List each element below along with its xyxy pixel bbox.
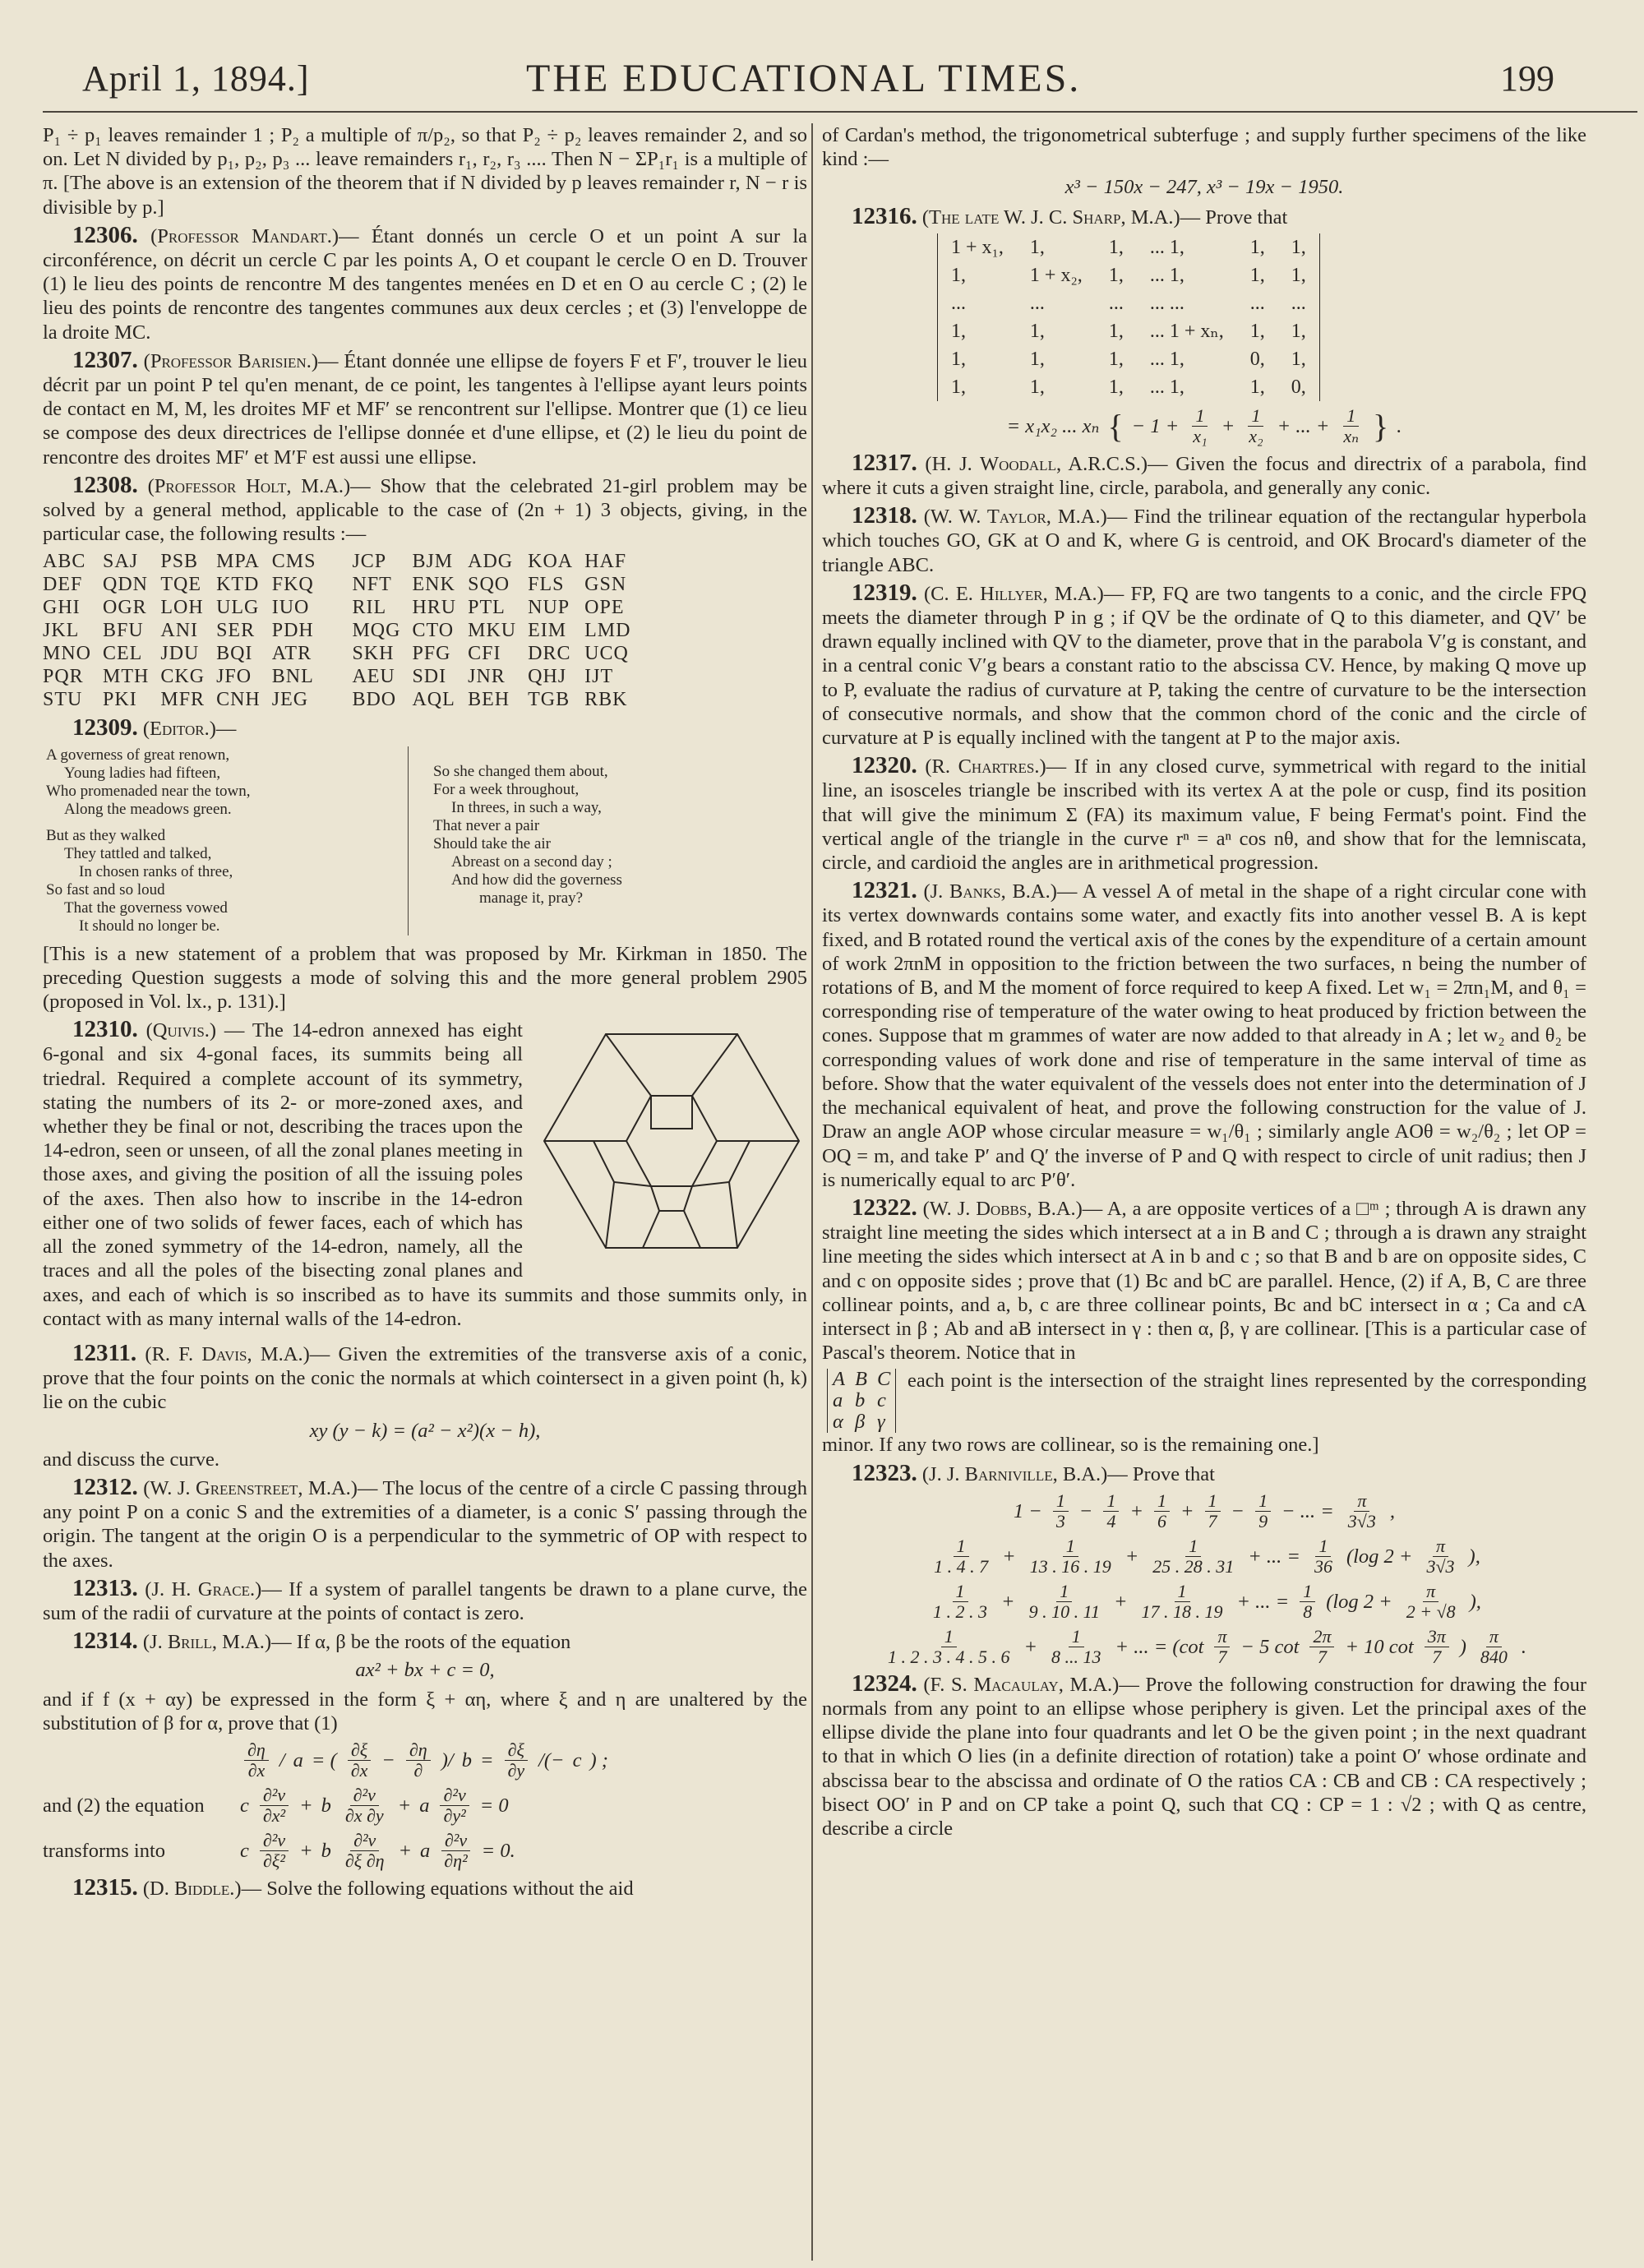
triplet-cell: QDN xyxy=(103,574,149,596)
question-author: (C. E. Hillyer, M.A.)— xyxy=(923,582,1124,605)
page-header xyxy=(0,49,1644,107)
triplet-cell: RBK xyxy=(584,689,628,711)
triplet-cell: CMS xyxy=(271,551,316,573)
triplet-cell: MKU xyxy=(468,620,517,642)
question-text: FP, FQ are two tangents to a conic, and the circle FPQ meets the diameter through P in g ; if QV be the ordinate of Q to this diameter, and QV′ be drawn equally inclined with QV to the diameter, prove that in the parabola V′g is constant, and in a central conic V′g bears a constant ratio to the abscissa CV. Hence, by making Q move up to P, evaluate the radius of curvature at P, taking the centre of curvature to be the intersection of consecutive normals, and show that the common chord of the conic and the circle of curvature at P is equally inclined with the tangent at P to the major axis. xyxy=(822,582,1587,750)
determinant-cell: ... 1, xyxy=(1149,236,1185,258)
triplet-cell: BEH xyxy=(468,689,510,711)
triplet-cell: BDO xyxy=(352,689,397,711)
poem-line: So she changed them about, xyxy=(433,762,608,780)
question-12313 xyxy=(43,1574,807,1625)
triplet-cell: ATR xyxy=(271,643,312,665)
determinant-cell: 1, xyxy=(1108,376,1124,398)
question-author: (Professor Mandart.)— xyxy=(150,224,359,247)
determinant-cell: 1, xyxy=(938,373,1017,401)
poem-line: A governess of great renown, xyxy=(46,746,230,764)
triplet-cell: FKQ xyxy=(271,574,314,596)
triplet-cell: AEU xyxy=(352,666,395,688)
triplet-cell: MTH xyxy=(103,666,150,688)
determinant-cell: 1, xyxy=(1029,348,1045,370)
poem-line: So fast and so loud xyxy=(46,880,165,898)
triplet-cell: ADG xyxy=(468,551,514,573)
series-4: $\frac{1}{1 . 2 . 3 . 4 . 5 . 6}$ + $\frac{1}{8 ... 13}$ + ... = (cot $\frac{\pi}{7}$ − 5 cot $\frac{2\pi}{7}$ + 10 cot $\frac{3\pi}{7}$ ) $\frac{\pi}{840}$ . xyxy=(887,1625,1527,1667)
triplet-cell: BNL xyxy=(271,666,314,688)
determinant-cell: 1, xyxy=(1278,261,1320,289)
quadratic-equation: ax² + bx + c = 0, xyxy=(355,1659,495,1682)
question-author: (W. J. Dobbs, B.A.)— xyxy=(922,1197,1103,1220)
matrix-cell: C xyxy=(872,1369,896,1390)
triplet-row xyxy=(43,619,642,642)
question-author: (Professor Holt, M.A.)— xyxy=(147,474,371,497)
triplet-cell: JKL xyxy=(43,620,80,642)
triplet-cell: CKG xyxy=(160,666,206,688)
triplet-cell: NUP xyxy=(528,597,570,619)
question-author: (F. S. Macaulay, M.A.)— xyxy=(923,1673,1139,1696)
triplet-cell: BFU xyxy=(103,620,144,642)
triplet-table xyxy=(43,550,642,711)
triplet-cell: HAF xyxy=(584,551,627,573)
result-lhs: = x₁x₂ ... xₙ xyxy=(1006,414,1100,437)
triplet-row xyxy=(43,665,642,688)
result-rhs: − 1 + xyxy=(1131,414,1180,437)
triplet-cell: JEG xyxy=(271,689,309,711)
question-text: Prove that xyxy=(1205,206,1288,229)
triplet-cell: RIL xyxy=(352,597,387,619)
question-text-after: and discuss the curve. xyxy=(43,1448,219,1471)
determinant-cell: 1, xyxy=(1029,376,1045,398)
triplet-cell: CNH xyxy=(216,689,261,711)
question-text: Étant donnés un cercle O et un point A sur la circonférence, on décrit un cercle C par les points A, O et coupant le cercle O en D. Trouver (1) le lieu des points de rencontre M des tangentes menées en D et en O au cercle C ; (2) le lieu des points de rencontre des tangentes communes aux deux cercles ; et (3) l'enveloppe de la droite MC. xyxy=(43,224,807,344)
question-number: 12308. xyxy=(72,471,138,498)
question-number: 12310. xyxy=(72,1016,138,1043)
determinant-cell: 1, xyxy=(1249,264,1265,286)
left-column xyxy=(43,123,807,1905)
matrix-cell: a xyxy=(828,1390,850,1411)
poem-line: For a week throughout, xyxy=(433,780,580,798)
governess-poem xyxy=(43,746,807,935)
question-number: 12315. xyxy=(72,1873,138,1901)
question-12317 xyxy=(822,451,1586,500)
triplet-cell: STU xyxy=(43,689,83,711)
triplet-cell: BQI xyxy=(216,643,253,665)
triplet-row xyxy=(43,573,642,596)
intro-paragraph: P₁ ÷ p₁ leaves remainder 1 ; P₂ a multiple of π/p₂, so that P₂ ÷ p₂ leaves remainder 2, and so on. Let N divided by p₁, p₂, p₃ ... leave remainders r₁, r₂, r₃ .... Then N − ΣP₁r₁ is a multiple of π. [The above is an extension of the theorem that if N divided by p leaves remainder r, N − r is divisible by p.] xyxy=(43,124,807,219)
triplet-cell: UCQ xyxy=(584,643,629,665)
question-text: Given the focus and directrix of a parabola, find where it cuts a given straight line, circle, parabola, and generally any conic. xyxy=(822,452,1586,500)
question-text-2: each point is the intersection of the straight lines represented by the corresponding minor. If any two rows are collinear, so is the remaining one.] xyxy=(822,1370,1586,1457)
question-text: Étant donnée une ellipse de foyers F et F′, trouver le lieu décrit par un point P tel qu'en menant, de ce point, les tangentes à l'ellipse ayant leurs points de contact en M, M, les droites MF et MF′ se rencontrent sur l'ellipse. Montrer que (1) ce lieu se compose des deux directrices de l'ellipse donnée et d'une ellipse, et (2) le lieu du point de rencontre des droites MF′ et M′F est aussi une ellipse. xyxy=(43,349,808,469)
determinant-row xyxy=(938,317,1320,345)
poem-line: Along the meadows green. xyxy=(64,800,232,818)
question-text: The 14-edron annexed has eight 6-gonal and six 4-gonal faces, its summits being all triedral. Required a complete account of its symmetry, stating the numbers of its 2- or more-zoned axes, and whether they be final or not, describing the traces upon the 14-edron, seen or unseen, of all the zonal planes meeting in those axes, and giving the position of all the issuing poles of the axes. Then also how to inscribe in the 14-edron either one of two solids of fewer faces, each of which has all the zoned symmetry of the 14-edron, namely, all the traces and all the poles of the bisecting zonal planes and axes, and each of which is so inscribed as to have its summits and those summits only, in contact with as many internal walls of the 14-edron. xyxy=(43,1019,807,1330)
question-text: A vessel A of metal in the shape of a right circular cone with its vertex downwards contains some water, and exactly fits into another vessel B. A is kept fixed, and B rotated round the vertical axis of the cones by the expenditure of a certain amount of work 2πnM in opposition to the friction between the two surfaces, n being the number of rotations of B, and M the moment of force required to keep A fixed. Let w₁ = 2πn₁M, and θ₁ = corresponding rise of temperature of the water owing to heat produced by friction between the cones. Suppose that m grammes of water are now added to that already in A ; let w₂ and θ₂ be corresponding values of work done and rise of temperature in the same interval of time as before. Show that the water equivalent of the vessels does not enter into the determination of J the mechanical equivalent of heat, and prove the following construction for the value of J. Draw an angle AOP whose circular measure = w₁/θ₁ ; similarly angle AOθ = w₂/θ₂ ; let OP = OQ = m, and take P′ and Q′ the inverse of P and Q with respect to circle of unit radius; then J is numerically equal to arc P′θ′. xyxy=(822,880,1587,1191)
triplet-cell: CTO xyxy=(412,620,455,642)
determinant-row xyxy=(938,233,1320,261)
triplet-cell: FLS xyxy=(528,574,565,596)
question-12321 xyxy=(822,879,1586,1192)
question-author: (R. F. Davis, M.A.)— xyxy=(145,1342,330,1365)
triplet-cell: GHI xyxy=(43,597,81,619)
question-author: (W. J. Greenstreet, M.A.)— xyxy=(143,1476,378,1499)
determinant-row xyxy=(938,289,1320,317)
poem-line: In chosen ranks of three, xyxy=(79,862,233,880)
triplet-cell: IJT xyxy=(584,666,614,688)
question-number: 12312. xyxy=(72,1473,138,1500)
question-12307 xyxy=(43,346,808,469)
poem-line: They tattled and talked, xyxy=(64,844,212,862)
series-2: $\frac{1}{1 . 4 . 7}$ + $\frac{1}{13 . 16 . 19}$ + $\frac{1}{25 . 28 . 31}$ + ... = $\frac{1}{36}$ (log 2 + $\frac{\pi}{3√3}$ ), xyxy=(934,1535,1480,1577)
question-12318 xyxy=(822,504,1586,577)
question-number: 12324. xyxy=(852,1670,917,1697)
page-number: 199 xyxy=(1500,58,1554,99)
poem-line: In threes, in such a way, xyxy=(451,798,602,816)
header-rule xyxy=(43,111,1637,113)
triplet-cell: MNO xyxy=(43,643,92,665)
triplet-cell: JNR xyxy=(468,666,506,688)
question-12306 xyxy=(43,221,807,344)
triplet-row xyxy=(43,596,642,619)
matrix-row xyxy=(828,1369,896,1390)
triplet-cell: TGB xyxy=(528,689,570,711)
question-number: 12321. xyxy=(852,877,917,904)
determinant-cell: 1, xyxy=(1278,233,1320,261)
triplet-cell: DEF xyxy=(43,574,83,596)
series-1: 1 − $\frac{1}{3}$ − $\frac{1}{4}$ + $\frac{1}{6}$ + $\frac{1}{7}$ − $\frac{1}{9}$ − ... = $\frac{\pi}{3√3}$ , xyxy=(1013,1490,1395,1531)
determinant-row xyxy=(938,261,1320,289)
question-number: 12311. xyxy=(72,1339,137,1366)
triplet-cell: NFT xyxy=(352,574,392,596)
poem-line: It should no longer be. xyxy=(79,917,220,935)
matrix-cell: c xyxy=(872,1390,896,1411)
question-author: (Quivis.) — xyxy=(145,1019,245,1042)
matrix-cell: γ xyxy=(872,1411,896,1433)
question-text: A, a are opposite vertices of a □ᵐ ; through A is drawn any straight line meeting the sides which intersect at a in B and C ; through a is drawn any straight line meeting the sides which intersect at A in b and c ; so that B and b are on opposite sides, C and c on opposite sides ; prove that (1) Bc and bC are parallel. Hence, (2) if A, B, C are three collinear points, and a, b, c are three collinear points, Bc and bC intersect in α ; Ca and cA intersect in β ; Ab and aB intersect in γ : then α, β, γ are collinear. [This is a particular case of Pascal's theorem. Notice that in xyxy=(822,1197,1587,1365)
poem-line: manage it, pray? xyxy=(479,889,584,907)
triplet-cell: TQE xyxy=(160,574,202,596)
triplet-cell: KTD xyxy=(216,574,260,596)
question-text: Given the extremities of the transverse axis of a conic, prove that the four points on the conic the normals at which cointersect in a given point (h, k) lie on the cubic xyxy=(43,1342,807,1414)
triplet-cell: PKI xyxy=(103,689,137,711)
triplet-cell: AQL xyxy=(412,689,455,711)
question-text-2: and if f (x + αy) be expressed in the form ξ + αη, where ξ and η are unaltered by the substitution of β for α, prove that (1) xyxy=(43,1688,807,1734)
question-author: (The late W. J. C. Sharp, M.A.)— xyxy=(921,206,1201,229)
determinant-result: = x₁x₂ ... xₙ { − 1 + $\frac{1}{\text{x₁}}$ + $\frac{1}{\text{x₂}}$ + ... + $\frac{1}{\text{xₙ}}$ } . xyxy=(1006,404,1402,446)
question-author: (R. Chartres.)— xyxy=(925,755,1067,778)
determinant-cell: 1, xyxy=(938,317,1017,345)
determinant-row xyxy=(938,345,1320,373)
determinant-cell: ... xyxy=(938,289,1017,317)
triplet-cell: DRC xyxy=(528,643,571,665)
determinant-cell: 1, xyxy=(1029,236,1045,258)
question-number: 12309. xyxy=(72,714,138,741)
fourteen-edron-figure xyxy=(536,1018,807,1264)
matrix-cell: β xyxy=(854,1411,866,1434)
determinant-cell: 1, xyxy=(1108,320,1124,342)
determinant-cell: 0, xyxy=(1249,348,1265,370)
question-number: 12323. xyxy=(852,1459,917,1486)
cubic-equations: x³ − 150x − 247, x³ − 19x − 1950. xyxy=(1064,176,1344,199)
triplet-cell: ENK xyxy=(412,574,455,596)
poem-stanza-1 xyxy=(43,746,408,935)
question-number: 12306. xyxy=(72,221,138,248)
question-number: 12316. xyxy=(852,202,917,229)
question-12314 xyxy=(43,1629,807,1654)
question-text: If α, β be the roots of the equation xyxy=(296,1631,571,1654)
question-author: (J. Brill, M.A.)— xyxy=(142,1631,292,1654)
question-number: 12322. xyxy=(852,1194,917,1221)
triplet-cell: CFI xyxy=(468,643,501,665)
triplet-cell: OPE xyxy=(584,597,625,619)
question-number: 12319. xyxy=(852,579,917,606)
triplet-cell: JCP xyxy=(352,551,387,573)
triplet-cell: PDH xyxy=(271,620,314,642)
equation-2: and (2) the equation c $\frac{\text{∂²v}}{\text{∂x²}}$ + b $\frac{\text{∂²v}}{\partial x \partial y}$ + a $\frac{\text{∂²v}}{\text{∂y²}}$ = 0 xyxy=(43,1784,509,1826)
matrix-cell: α xyxy=(828,1411,850,1433)
question-text: If in any closed curve, symmetrical with regard to the initial line, an isosceles triangle be inscribed with its vertex A at the pole or cusp, find its position that will give the minimum Σ (FA) its maximum value, F being Fermat's point. Find the vertical angle of the triangle in the curve rⁿ = aⁿ cos nθ, and show that for the lemniscata, circle, and cardioid the angles are in arithmetical progression. xyxy=(822,755,1587,875)
question-text: Prove that xyxy=(1132,1462,1215,1485)
equation-1: $\frac{\partial\eta}{\partial x}$ / a = ( $\frac{\partial\xi}{\partial x}$ − $\frac{\partial\eta}{\partial}$ )/ b = $\frac{\partial\xi}{\partial y}$ /(− c ) ; xyxy=(43,1740,807,1781)
truncated-octahedron-icon xyxy=(536,1018,807,1264)
question-number: 12320. xyxy=(852,752,917,779)
question-author: (J. J. Barniville, B.A.)— xyxy=(921,1462,1128,1485)
question-12319 xyxy=(822,581,1586,750)
determinant-cell: ... 1, xyxy=(1149,348,1185,370)
pascal-matrix xyxy=(827,1369,896,1433)
question-12320 xyxy=(822,754,1586,875)
determinant-cell: 1, xyxy=(1278,317,1320,345)
triplet-cell: ULG xyxy=(216,597,260,619)
determinant-cell: 1, xyxy=(1249,376,1265,398)
triplet-cell: SKH xyxy=(352,643,395,665)
equation-3: transforms into c $\frac{\text{∂²v}}{\text{∂ξ²}}$ + b $\frac{\text{∂²v}}{\partial\xi \partial\eta}$ + a $\frac{\text{∂²v}}{\text{∂η²}}$ = 0. xyxy=(43,1829,515,1871)
equation-label: and (2) the equation xyxy=(43,1794,205,1817)
question-12315-continued: of Cardan's method, the trigonometrical subterfuge ; and supply further specimens of the like kind :— xyxy=(822,124,1586,171)
determinant-cell: ... 1 + xₙ, xyxy=(1149,320,1224,342)
triplet-cell: LOH xyxy=(160,597,204,619)
matrix-cell: b xyxy=(854,1389,866,1412)
determinant-row xyxy=(938,373,1320,401)
question-text: Solve the following equations without the aid xyxy=(266,1877,634,1900)
poem-line: And how did the governess xyxy=(451,871,622,889)
series-3: $\frac{1}{1 . 2 . 3}$ + $\frac{1}{9 . 10 . 11}$ + $\frac{1}{17 . 18 . 19}$ + ... = $\frac{1}{8}$ (log 2 + $\frac{\pi}{2 + √8}$ ), xyxy=(933,1580,1481,1622)
triplet-cell: IUO xyxy=(271,597,310,619)
journal-title: THE EDUCATIONAL TIMES. xyxy=(526,57,1082,100)
question-12322 xyxy=(822,1196,1586,1365)
determinant-cell: ... xyxy=(1249,292,1265,314)
triplet-cell: JFO xyxy=(216,666,252,688)
determinant-cell: 1, xyxy=(1278,345,1320,373)
poem-line: Abreast on a second day ; xyxy=(451,852,612,871)
determinant-cell: 1, xyxy=(1029,320,1045,342)
matrix-row xyxy=(828,1411,896,1433)
triplet-cell: PTL xyxy=(468,597,506,619)
determinant xyxy=(937,233,1320,401)
determinant-cell: ... 1, xyxy=(1149,376,1185,398)
triplet-cell: PSB xyxy=(160,551,199,573)
triplet-cell: MPA xyxy=(216,551,260,573)
determinant-cell: 1, xyxy=(938,261,1017,289)
question-12324 xyxy=(822,1672,1586,1841)
determinant-cell: 1, xyxy=(1108,264,1124,286)
triplet-cell: MFR xyxy=(160,689,206,711)
poem-line: That never a pair xyxy=(433,816,540,834)
triplet-cell: SQO xyxy=(468,574,510,596)
determinant-cell: ... 1, xyxy=(1149,264,1185,286)
poem-line: But as they walked xyxy=(46,826,166,844)
triplet-cell: EIM xyxy=(528,620,567,642)
matrix-row xyxy=(828,1390,896,1411)
question-text: Prove the following construction for drawing the four normals from any point to an ellipse whose periphery is given. Let the principal axes of the ellipse divide the plane into four quadrants and let O be the given point ; in the next quadrant to that in which O lies (in a definite direction of rotation) take a point O′ whose ordinate and abscissa bear to the abscissa and ordinate of O the ratios CA : CB and CB : CA respectively ; bisect OO′ in P and on CP take a point Q, such that CQ : CP = 1 : √2 ; with Q as centre, describe a circle xyxy=(822,1673,1587,1840)
question-number: 12317. xyxy=(852,449,917,476)
equation-label: transforms into xyxy=(43,1839,166,1862)
editor-note: [This is a new statement of a problem that was proposed by Mr. Kirkman in 1850. The preceding Question suggests a mode of solving this and the more general problem 2905 (proposed in Vol. lx., p. 131).] xyxy=(43,942,807,1014)
matrix-cell: B xyxy=(854,1368,867,1391)
triplet-cell: ANI xyxy=(160,620,199,642)
question-author: (J. Banks, B.A.)— xyxy=(923,880,1078,903)
question-author: (Editor.)— xyxy=(142,718,237,741)
triplet-cell: MQG xyxy=(352,620,401,642)
poem-line: Who promenaded near the town, xyxy=(46,782,251,800)
determinant-cell: 0, xyxy=(1278,373,1320,401)
triplet-cell: OGR xyxy=(103,597,147,619)
poem-line: Young ladies had fifteen, xyxy=(64,764,221,782)
question-12312 xyxy=(43,1473,807,1573)
issue-date: April 1, 1894.] xyxy=(82,58,310,99)
question-number: 12307. xyxy=(72,346,138,373)
triplet-cell: PQR xyxy=(43,666,84,688)
determinant-cell: 1 + x₁, xyxy=(938,233,1017,261)
determinant-cell: ... xyxy=(1108,292,1124,314)
triplet-cell: HRU xyxy=(412,597,457,619)
triplet-cell: KOA xyxy=(528,551,574,573)
triplet-row xyxy=(43,642,642,665)
poem-stanza-2 xyxy=(408,746,778,935)
triplet-cell: LMD xyxy=(584,620,631,642)
triplet-cell: SAJ xyxy=(103,551,139,573)
triplet-cell: CEL xyxy=(103,643,143,665)
triplet-cell: BJM xyxy=(412,551,454,573)
question-12309 xyxy=(43,716,807,741)
question-author: (Professor Barisien.)— xyxy=(143,349,339,372)
determinant-cell: 1, xyxy=(1249,236,1265,258)
triplet-row xyxy=(43,688,642,711)
poem-line: That the governess vowed xyxy=(64,898,228,917)
question-12316 xyxy=(822,202,1586,229)
triplet-cell: SDI xyxy=(412,666,447,688)
question-12308 xyxy=(43,473,807,547)
question-text: If a system of parallel tangents be drawn to a plane curve, the sum of the radii of curvature at the points of contact is zero. xyxy=(43,1577,807,1624)
question-author: (W. W. Taylor, M.A.)— xyxy=(923,506,1128,529)
matrix-cell: A xyxy=(828,1369,850,1390)
determinant-cell: 1, xyxy=(938,345,1017,373)
triplet-cell: QHJ xyxy=(528,666,567,688)
column-divider xyxy=(811,123,813,2261)
triplet-cell: PFG xyxy=(412,643,451,665)
question-text: Find the trilinear equation of the rectangular hyperbola which touches GO, GK at O and K, where G is centroid, and OK Brocard's diameter of the triangle ABC. xyxy=(822,506,1586,576)
question-12315 xyxy=(43,1873,807,1901)
question-12311 xyxy=(43,1339,807,1415)
triplet-cell: SER xyxy=(216,620,256,642)
triplet-cell: GSN xyxy=(584,574,627,596)
triplet-cell: JDU xyxy=(160,643,200,665)
poem-line: Should take the air xyxy=(433,834,551,852)
question-author: (D. Biddle.)— xyxy=(142,1877,262,1900)
question-12323 xyxy=(822,1459,1586,1486)
question-text: Show that the celebrated 21-girl problem may be solved by a general method, applicable to the case of (2n + 1) 3 objects, giving, in the particular case, the following results :— xyxy=(43,474,808,546)
question-text: The locus of the centre of a circle C passing through any point P on a conic S and the extremities of a diameter, is a conic S′ passing through the origin. The tangent at the origin O is a perpendicular to the symmetric of OP with respect to the axes. xyxy=(43,1476,807,1572)
determinant-cell: 1, xyxy=(1108,348,1124,370)
right-column xyxy=(822,123,1586,1845)
question-number: 12314. xyxy=(72,1628,138,1655)
cubic-equation: xy (y − k) = (a² − x²)(x − h), xyxy=(309,1419,541,1442)
determinant-cell: 1, xyxy=(1108,236,1124,258)
question-number: 12313. xyxy=(72,1574,138,1601)
determinant-cell: ... xyxy=(1278,289,1320,317)
question-author: (H. J. Woodall, A.R.C.S.)— xyxy=(925,452,1168,475)
question-author: (J. H. Grace.)— xyxy=(145,1577,282,1601)
determinant-cell: ... xyxy=(1029,292,1045,314)
question-number: 12318. xyxy=(852,502,917,529)
determinant-cell: 1 + x₂, xyxy=(1029,264,1083,286)
determinant-cell: 1, xyxy=(1249,320,1265,342)
determinant-cell: ... ... xyxy=(1149,292,1185,314)
triplet-cell: ABC xyxy=(43,551,86,573)
triplet-row xyxy=(43,550,642,573)
